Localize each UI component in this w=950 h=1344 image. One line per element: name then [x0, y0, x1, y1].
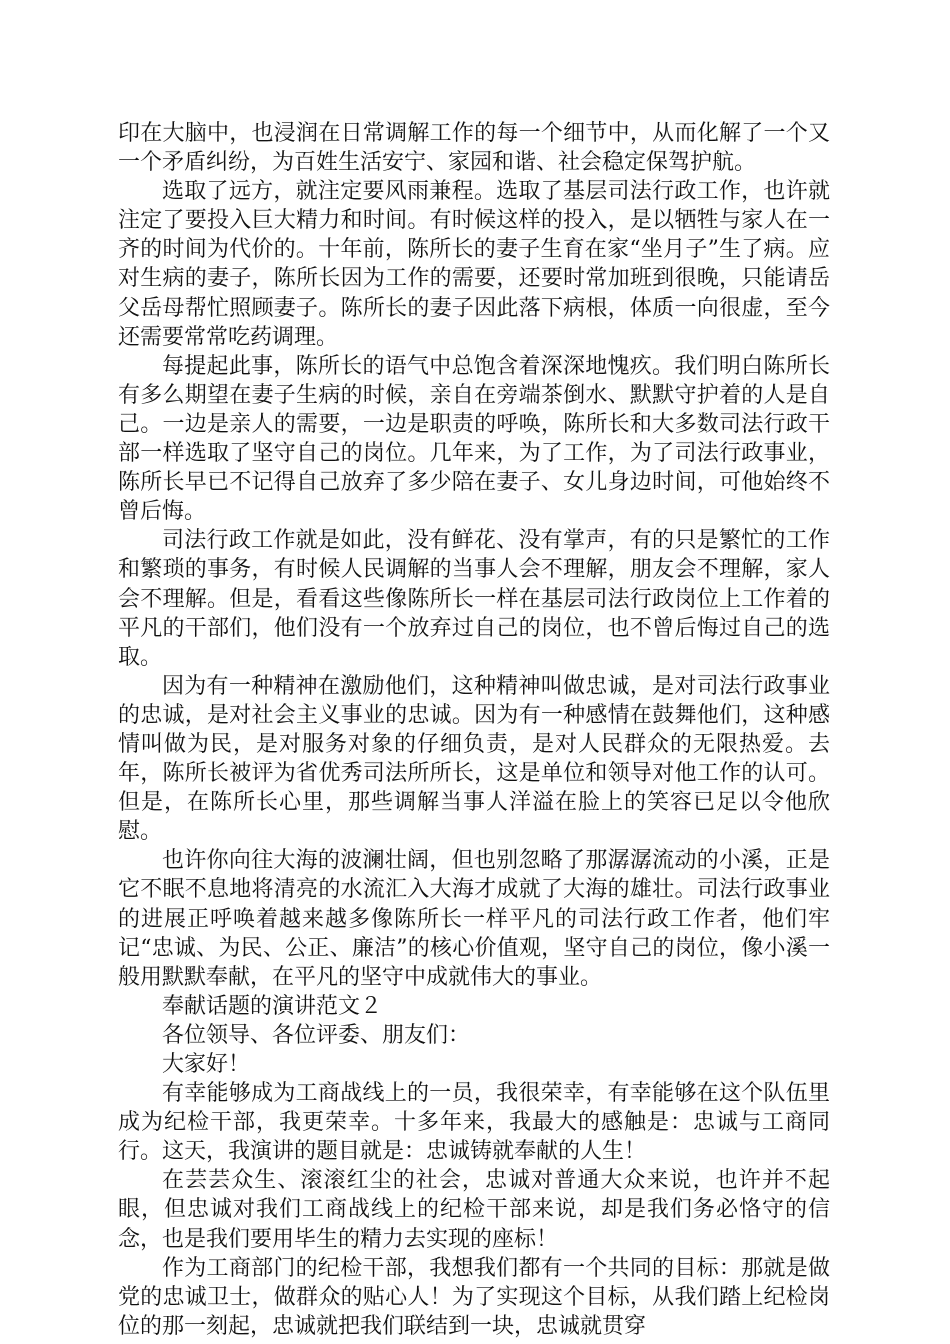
paragraph: 也许你向往大海的波澜壮阔，但也别忽略了那潺潺流动的小溪，正是它不眠不息地将清亮的水流汇入大海才成就了大海的雄壮。司法行政事业的进展正呼唤着越来越多像陈所长一样平凡的司法行政工作者，他们牢记“忠诚、为民、公正、廉洁”的核心价值观，坚守自己的岗位，像小溪一般用默默奉献，在平凡的坚守中成就伟大的事业。 [118, 848, 830, 990]
paragraph: 每提起此事，陈所长的语气中总饱含着深深地愧疚。我们明白陈所长有多么期望在妻子生病的时候，亲自在旁端茶倒水、默默守护着的人是自己。一边是亲人的需要，一边是职责的呼唤，陈所长和大多数司法行政干部一样选取了坚守自己的岗位。几年来，为了工作，为了司法行政事业，陈所长早已不记得自己放弃了多少陪在妻子、女儿身边时间，可他始终不曾后悔。 [118, 353, 830, 525]
paragraph: 选取了远方，就注定要风雨兼程。选取了基层司法行政工作，也许就注定了要投入巨大精力和时间。有时候这样的投入，是以牺牲与家人在一齐的时间为代价的。十年前，陈所长的妻子生育在家“坐月子”生了病。应对生病的妻子，陈所长因为工作的需要，还要时常加班到很晚，只能请岳父岳母帮忙照顾妻子。陈所长的妻子因此落下病根，体质一向很虚，至今还需要常常吃药调理。 [118, 179, 830, 350]
paragraph: 因为有一种精神在激励他们，这种精神叫做忠诚，是对司法行政事业的忠诚，是对社会主义事业的忠诚。因为有一种感情在鼓舞他们，这种感情叫做为民，是对服务对象的仔细负责，是对人民群众的无限热爱。去年，陈所长被评为省优秀司法所所长，这是单位和领导对他工作的认可。但是，在陈所长心里，那些调解当事人洋溢在脸上的笑容已足以令他欣慰。 [118, 673, 830, 845]
section-title: 奉献话题的演讲范文２ [162, 993, 383, 1019]
document-body [118, 119, 830, 1341]
paragraph: 在芸芸众生、滚滚红尘的社会，忠诚对普通大众来说，也许并不起眼，但忠诚对我们工商战线上的纪检干部来说，却是我们务必恪守的信念，也是我们要用毕生的精力去实现的座标！ [118, 1168, 830, 1252]
greeting: 大家好！ [162, 1052, 251, 1077]
salutation: 各位领导、各位评委、朋友们： [162, 1022, 471, 1048]
paragraph: 司法行政工作就是如此，没有鲜花、没有掌声，有的只是繁忙的工作和繁琐的事务，有时候人民调解的当事人会不理解，朋友会不理解，家人会不理解。但是，看看这些像陈所长一样在基层司法行政岗位上工作着的平凡的干部们，他们没有一个放弃过自己的岗位，也不曾后悔过自己的选取。 [118, 528, 830, 670]
paragraph-continuation: 印在大脑中，也浸润在日常调解工作的每一个细节中，从而化解了一个又一个矛盾纠纷，为百姓生活安宁、家园和谐、社会稳定保驾护航。 [118, 121, 830, 176]
paragraph: 有幸能够成为工商战线上的一员，我很荣幸，有幸能够在这个队伍里成为纪检干部，我更荣幸。十多年来，我最大的感触是：忠诚与工商同行。这天，我演讲的题目就是：忠诚铸就奉献的人生！ [118, 1081, 830, 1165]
paragraph: 作为工商部门的纪检干部，我想我们都有一个共同的目标：那就是做党的忠诚卫士，做群众的贴心人！为了实现这个目标，从我们踏上纪检岗位的那一刻起，忠诚就把我们联结到一块，忠诚就贯穿 [118, 1255, 830, 1339]
